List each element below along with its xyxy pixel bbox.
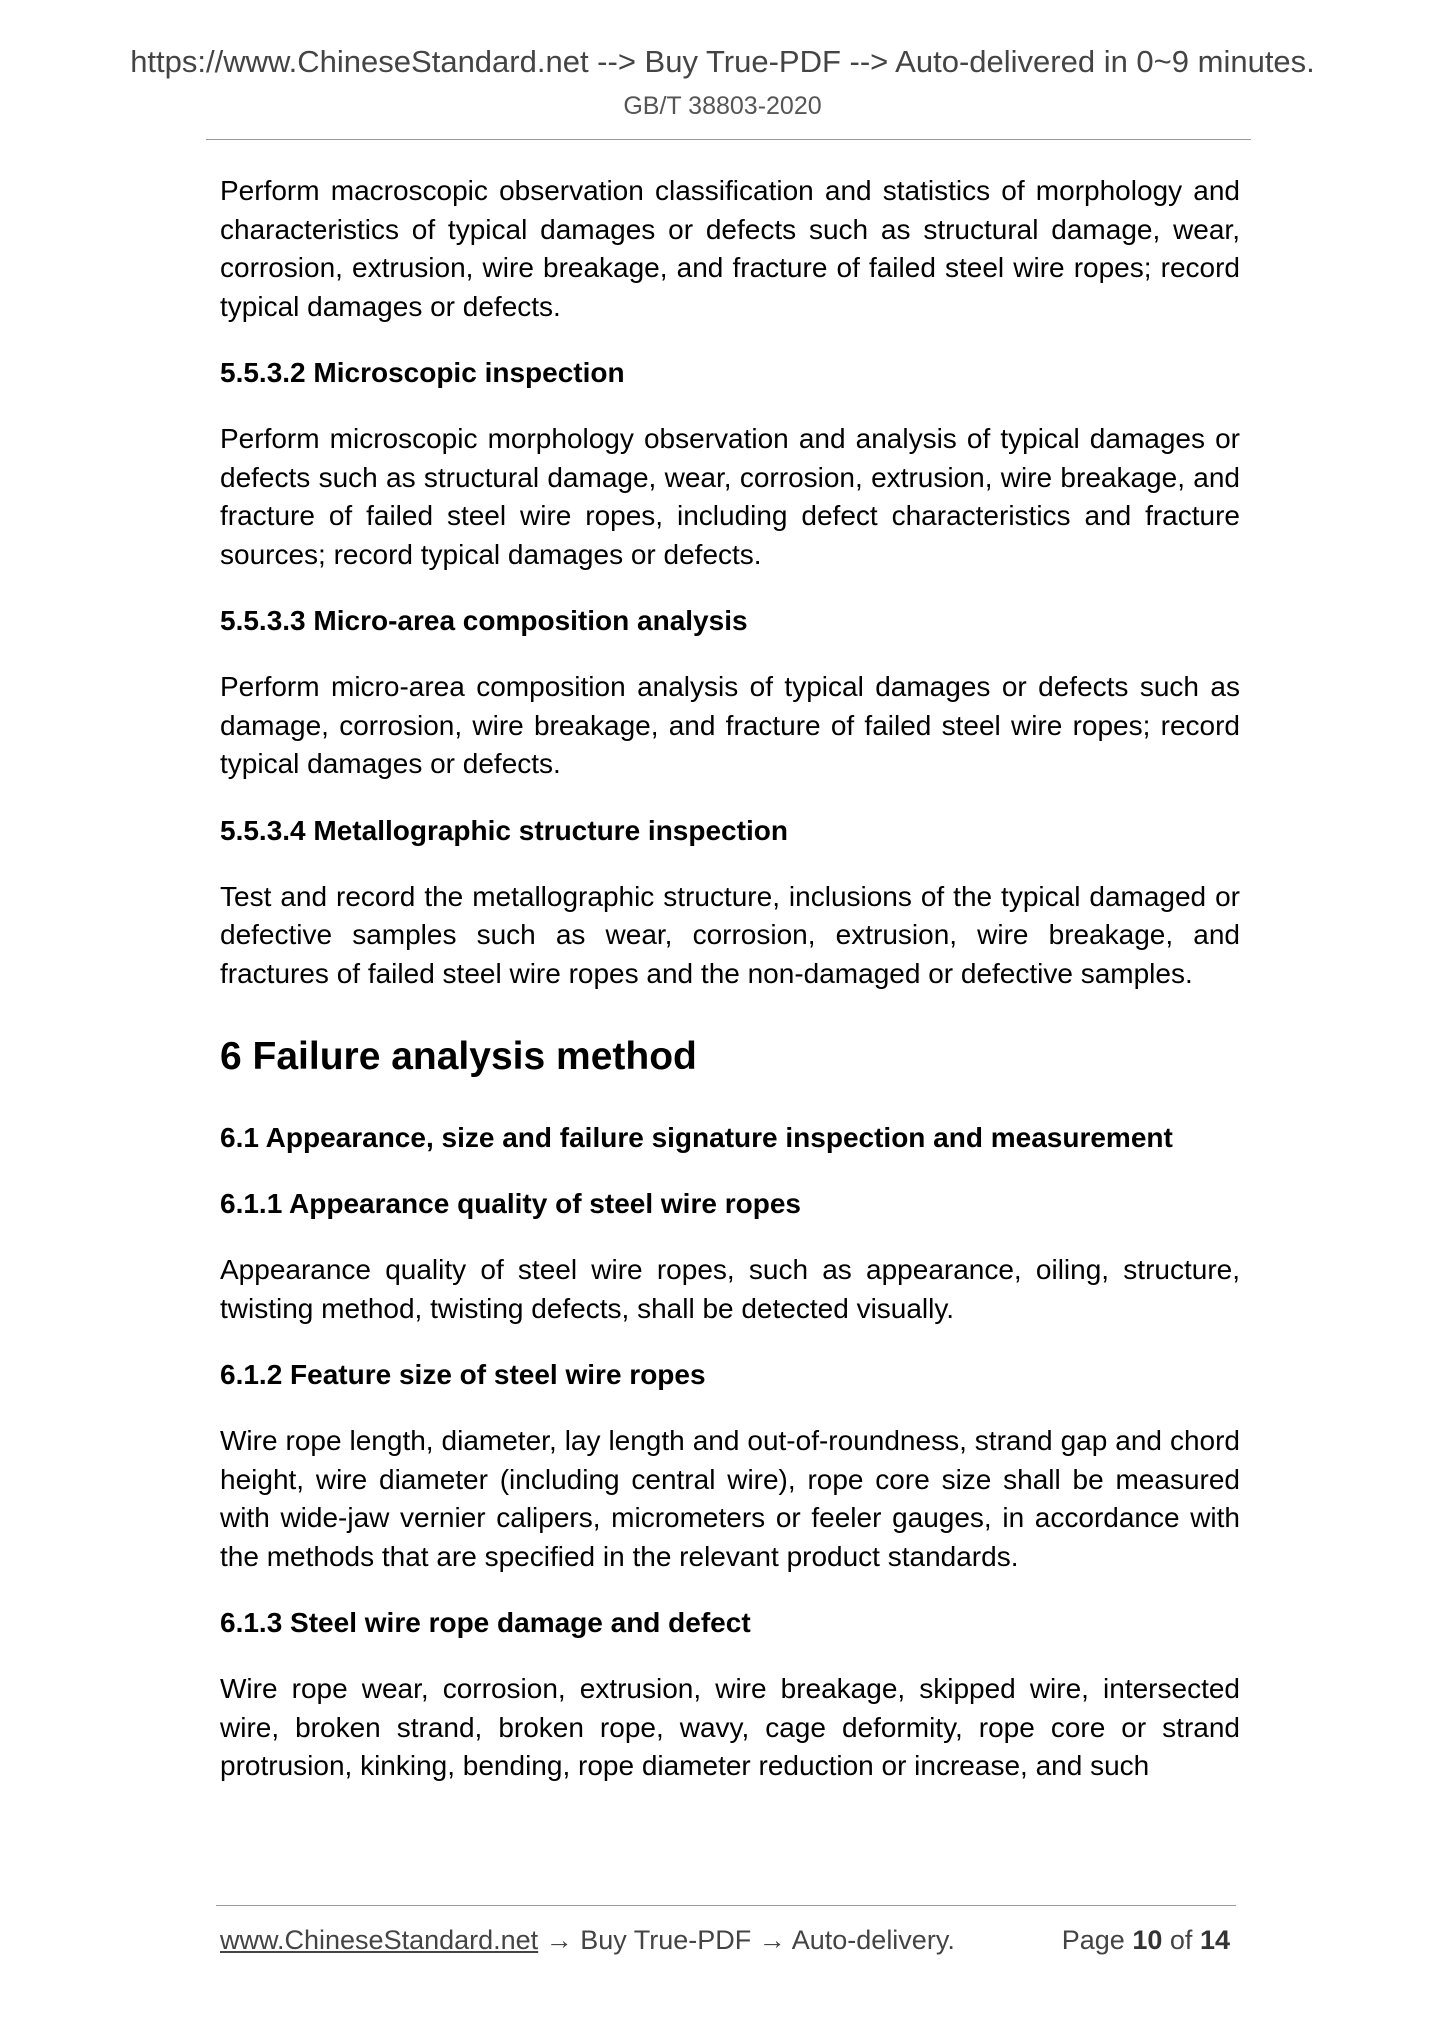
heading-5-5-3-4: 5.5.3.4 Metallographic structure inspection (220, 814, 788, 846)
page-label: Page (1061, 1925, 1125, 1955)
heading-6-1-2: 6.1.2 Feature size of steel wire ropes (220, 1359, 706, 1390)
heading-6-1-3: 6.1.3 Steel wire rope damage and defect (220, 1607, 751, 1638)
page-indicator (1062, 1925, 1230, 1956)
document-body (220, 172, 1240, 1814)
paragraph-metallographic: Test and record the metallographic structure, inclusions of the typical damaged or defective samples such as wear, corrosion, extrusion, wire breakage, and fractures of failed steel wire ropes and the non-damaged or defective samples. (220, 880, 1240, 989)
heading-6-1: 6.1 Appearance, size and failure signature inspection and measurement (220, 1122, 1173, 1153)
heading-5-5-3-3: 5.5.3.3 Micro-area composition analysis (220, 605, 748, 636)
page-current: 10 (1132, 1925, 1163, 1955)
page-of: of (1169, 1925, 1193, 1955)
heading-6-1-1: 6.1.1 Appearance quality of steel wire ropes (220, 1188, 801, 1219)
paragraph-damage-defect: Wire rope wear, corrosion, extrusion, wire breakage, skipped wire, intersected wire, broken strand, broken rope, wavy, cage deformity, rope core or strand protrusion, kinking, bending, rope diameter reduction or increase, and such (220, 1673, 1240, 1781)
top-banner: https://www.ChineseStandard.net --> Buy True-PDF --> Auto-delivered in 0~9 minutes. (130, 44, 1315, 79)
footer-delivery-text: → Buy True-PDF → Auto-delivery. (538, 1925, 955, 1955)
paragraph-micro-area: Perform micro-area composition analysis of typical damages or defects such as damage, corrosion, wire breakage, and fracture of failed steel wire ropes; record typical damages or defects. (220, 671, 1240, 779)
page-footer (220, 1925, 1230, 1956)
header-divider (206, 139, 1251, 140)
heading-6: 6 Failure analysis method (220, 1035, 697, 1078)
footer-divider (216, 1905, 1236, 1906)
heading-5-5-3-2: 5.5.3.2 Microscopic inspection (220, 357, 625, 388)
page-total: 14 (1199, 1925, 1230, 1955)
paragraph-microscopic: Perform microscopic morphology observation and analysis of typical damages or defects such as structural damage, wear, corrosion, extrusion, wire breakage, and fracture of failed steel wire ropes, including defect characteristics and fracture sources; record typical damages or defects. (220, 423, 1240, 570)
standard-number: GB/T 38803-2020 (623, 92, 822, 120)
paragraph-feature-size: Wire rope length, diameter, lay length and out-of-roundness, strand gap and chord height, wire diameter (including central wire), rope core size shall be measured with wide-jaw vernier calipers, micrometers or feeler gauges, in accordance with the methods that are specified in the relevant product standards. (220, 1425, 1240, 1572)
footer-left (220, 1925, 955, 1956)
paragraph-appearance-quality: Appearance quality of steel wire ropes, such as appearance, oiling, structure, twisting method, twisting defects, shall be detected visually. (220, 1254, 1240, 1324)
footer-website-link[interactable]: www.ChineseStandard.net (220, 1925, 539, 1955)
paragraph-macroscopic: Perform macroscopic observation classification and statistics of morphology and characteristics of typical damages or defects such as structural damage, wear, corrosion, extrusion, wire breakage, and fracture of failed steel wire ropes; record typical damages or defects. (220, 175, 1240, 322)
